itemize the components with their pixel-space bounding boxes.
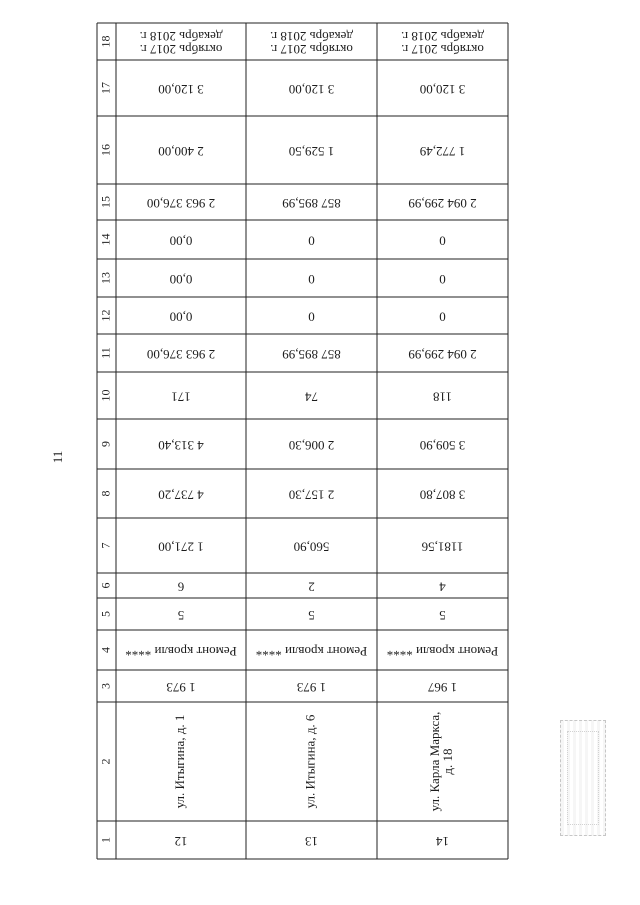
table-cell-r1-c13: 0,00 [169, 272, 193, 288]
table-cell-r3-c15: 2 094 299,99 [408, 196, 477, 212]
table-cell-r1-c17: 3 120,00 [158, 82, 204, 98]
table-cell-r3-c7: 1181,56 [421, 539, 464, 555]
table-cell-r2-c8: 2 157,30 [288, 487, 335, 503]
table-cell-r2-c3: 1 973 [296, 680, 327, 696]
table-cell-r2-c16: 1 529,50 [288, 144, 335, 160]
table-cell-r2-c18: октябрь 2017 г.декабрь 2018 г. [270, 29, 353, 58]
table-cell-r1-c8: 4 737,20 [158, 487, 204, 503]
table-cell-r1-c12: 0,00 [169, 309, 193, 325]
table-cell-r1-c18: октябрь 2017 г.декабрь 2018 г. [139, 29, 223, 58]
column-number-3: 3 [98, 683, 113, 689]
table-cell-r3-c17: 3 120,00 [419, 82, 466, 98]
table-cell-r3-c1: 14 [436, 834, 449, 850]
table-cell-r1-c16: 2 400,00 [158, 144, 204, 160]
table-cell-r2-c13: 0 [308, 272, 315, 288]
table-cell-r2-c7: 560,90 [293, 539, 330, 555]
column-number-5: 5 [98, 611, 113, 617]
table-cell-r3-c14: 0 [439, 233, 446, 249]
column-number-12: 12 [98, 309, 113, 322]
table-cell-r2-c15: 857 895,99 [282, 196, 341, 212]
table-cell-r1-c1: 12 [174, 834, 188, 850]
table-cell-r2-c5: 5 [308, 608, 315, 624]
table-cell-r2-c17: 3 120,00 [288, 82, 335, 98]
page-number: 11 [50, 450, 65, 464]
table-cell-r3-c11: 2 094 299,99 [408, 347, 477, 363]
column-number-17: 17 [98, 82, 113, 94]
column-number-14: 14 [98, 233, 113, 246]
column-number-6: 6 [98, 582, 113, 589]
table-cell-r3-c5: 5 [439, 608, 446, 624]
table-cell-r1-c3: 1 973 [166, 680, 196, 696]
column-number-16: 16 [98, 144, 113, 156]
table-cell-r1-c9: 4 313,40 [158, 438, 204, 454]
table-cell-r3-c2: ул. Карла Маркса,д. 18 [426, 711, 455, 812]
column-number-18: 18 [98, 35, 113, 48]
table-cell-r3-c18: октябрь 2017 г.декабрь 2018 г. [401, 29, 484, 58]
column-number-9: 9 [98, 441, 113, 447]
table-cell-r3-c3: 1 967 [427, 680, 458, 696]
column-number-4: 4 [98, 647, 113, 653]
table-cell-r2-c2: ул. Итыгина, д. 6 [302, 714, 318, 809]
table-cell-r2-c9: 2 006,30 [288, 438, 335, 454]
table-cell-r3-c12: 0 [439, 309, 446, 325]
table-cell-r2-c6: 2 [308, 579, 315, 595]
column-number-8: 8 [98, 490, 113, 497]
column-number-10: 10 [98, 389, 113, 402]
table-cell-r1-c15: 2 963 376,00 [146, 196, 216, 212]
table-cell-r3-c4: Ремонт кровли **** [386, 644, 499, 660]
table-cell-r2-c14: 0 [308, 233, 315, 249]
column-number-2: 2 [98, 758, 113, 765]
table-cell-r3-c13: 0 [439, 272, 446, 288]
column-number-1: 1 [98, 837, 113, 843]
table-cell-r1-c5: 5 [177, 608, 185, 624]
table-cell-r3-c6: 4 [439, 579, 446, 595]
stamp-image [560, 720, 606, 836]
table-cell-r2-c4: Ремонт кровли **** [255, 644, 368, 660]
table-cell-r2-c11: 857 895,99 [282, 347, 341, 363]
table-cell-r3-c9: 3 509,90 [419, 438, 466, 454]
table-cell-r1-c14: 0,00 [169, 233, 193, 249]
table-cell-r1-c4: Ремонт кровли **** [125, 644, 237, 660]
table-cell-r2-c10: 74 [305, 389, 318, 405]
table-cell-r2-c12: 0 [308, 309, 315, 325]
table-cell-r1-c6: 6 [177, 579, 185, 595]
table-cell-r3-c10: 118 [432, 389, 453, 405]
column-number-11: 11 [98, 347, 113, 359]
column-number-15: 15 [98, 196, 113, 208]
table-cell-r1-c2: ул. Итыгина, д. 1 [171, 714, 187, 809]
column-number-7: 7 [98, 542, 113, 549]
table-cell-r3-c16: 1 772,49 [419, 144, 466, 160]
column-number-13: 13 [98, 272, 113, 284]
table-cell-r1-c7: 1 271,00 [158, 539, 204, 555]
table-cell-r1-c10: 171 [171, 389, 191, 405]
table-cell-r2-c1: 13 [305, 834, 318, 850]
table-cell-r3-c8: 3 807,80 [419, 487, 466, 503]
table-cell-r1-c11: 2 963 376,00 [146, 347, 216, 363]
